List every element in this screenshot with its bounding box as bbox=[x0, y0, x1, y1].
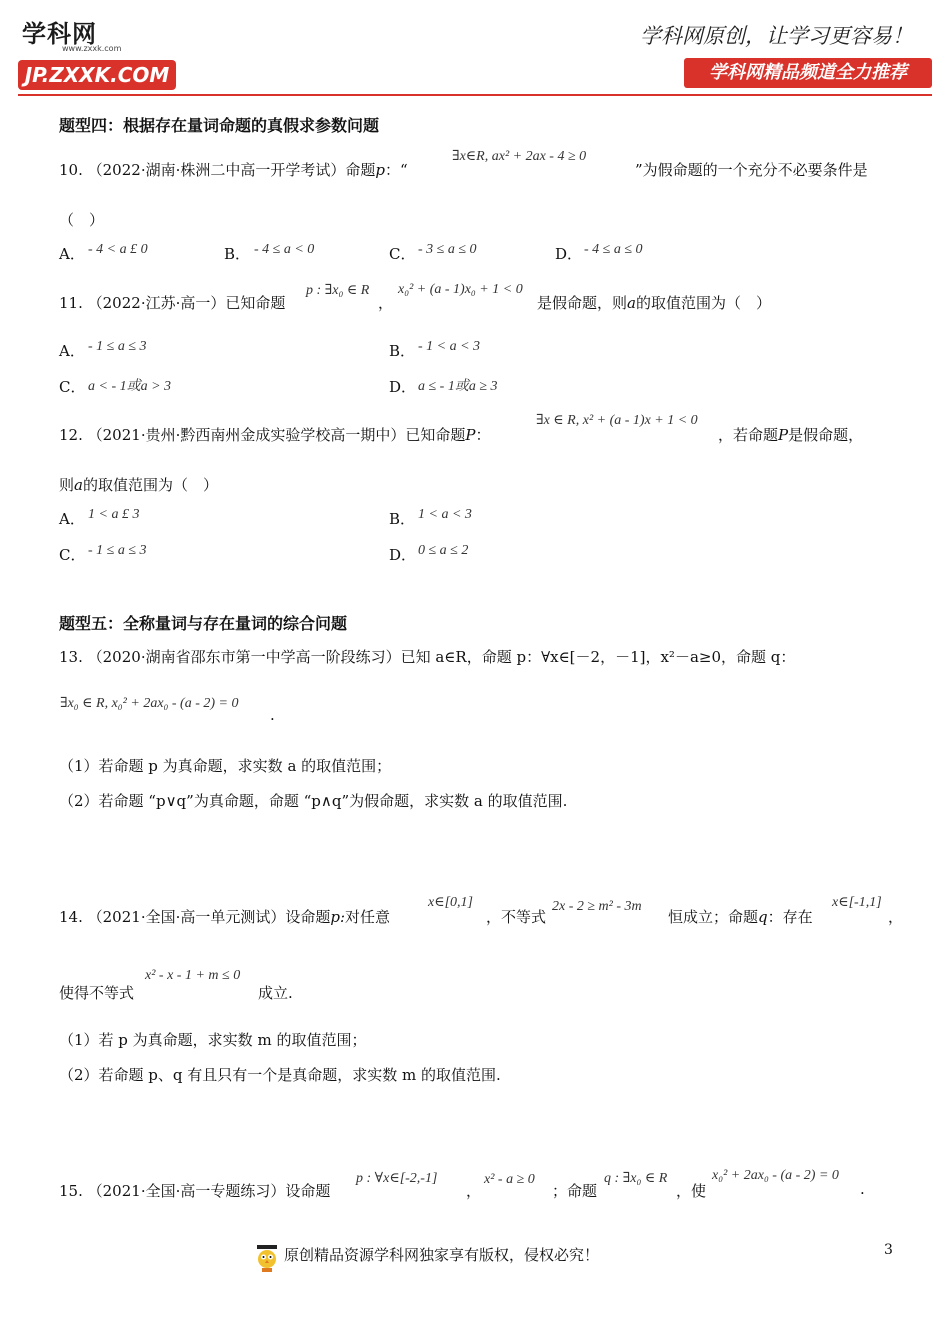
q14-t5: ， bbox=[888, 908, 904, 926]
q12-option-d: D． bbox=[389, 546, 417, 564]
q10-colon: ：“ bbox=[384, 161, 408, 179]
q13-part2: （2）若命题 “p∨q”为真命题，命题 “p∧q”为假命题，求实数 a 的取值范围. bbox=[59, 792, 568, 810]
promo-banner: 学科网精品频道全力推荐 bbox=[684, 58, 932, 88]
q14-part2: （2）若命题 p、q 有且只有一个是真命题，求实数 m 的取值范围. bbox=[59, 1066, 501, 1084]
q10-option-a: A． bbox=[59, 245, 85, 263]
q10-num: 10. bbox=[59, 161, 83, 179]
q10-line bbox=[59, 159, 408, 180]
q11-option-b: B． bbox=[389, 342, 416, 360]
q15-t2: ，使 bbox=[676, 1182, 707, 1200]
q11-option-c-math: a < - 1或a > 3 bbox=[88, 379, 172, 394]
q14-line: 14. （2021·全国·高一单元测试）设命题p:对任意 bbox=[59, 908, 391, 926]
q11-option-a-math: - 1 ≤ a ≤ 3 bbox=[88, 339, 147, 354]
q10-option-c: C． bbox=[389, 245, 416, 263]
q15-t1: ；命题 bbox=[552, 1182, 598, 1200]
q15-c1: ， bbox=[466, 1182, 482, 1200]
q10-p: p bbox=[375, 161, 385, 179]
q12-option-a: A． bbox=[59, 510, 85, 528]
q10-option-d-math: - 4 ≤ a ≤ 0 bbox=[584, 242, 643, 257]
q14-formula3: x∈[-1,1] bbox=[832, 895, 882, 910]
q10-option-b: B． bbox=[224, 245, 251, 263]
q14-line2a: 使得不等式 bbox=[59, 984, 135, 1002]
q11-tail: 是假命题，则a的取值范围为（ ） bbox=[537, 294, 771, 312]
q14-line2b: 成立. bbox=[258, 984, 293, 1002]
q11-option-c: C． bbox=[59, 378, 86, 396]
q12-formula: ∃x ∈ R, x² + (a - 1)x + 1 < 0 bbox=[536, 413, 698, 428]
q12-option-b: B． bbox=[389, 510, 416, 528]
q14-formula4: x² - x - 1 + m ≤ 0 bbox=[145, 968, 241, 983]
q12-tail: ，若命题P是假命题， bbox=[718, 426, 864, 444]
q14-formula1: x∈[0,1] bbox=[428, 895, 473, 910]
q12-option-a-math: 1 < a £ 3 bbox=[88, 507, 140, 522]
q14-t2: ，不等式 bbox=[486, 908, 547, 926]
q12-option-b-math: 1 < a < 3 bbox=[418, 507, 472, 522]
header-slogan: 学科网原创，让学习更容易！ bbox=[640, 24, 913, 48]
q12-line2: 则a的取值范围为（ ） bbox=[59, 476, 218, 494]
q11-option-d: D． bbox=[389, 378, 417, 396]
q11-formula2: x₀² + (a - 1)x₀ + 1 < 0 bbox=[398, 282, 523, 297]
q14-formula2: 2x - 2 ≥ m² - 3m bbox=[552, 899, 642, 914]
q12-line: 12. （2021·贵州·黔西南州金成实验学校高一期中）已知命题P： bbox=[59, 426, 491, 444]
q10-paren: （ ） bbox=[59, 211, 105, 229]
q13-line: 13. （2020·湖南省邵东市第一中学高一阶段练习）已知 a∈R，命题 p：∀x∈[－2，－1]，x²－a≥0，命题 q： bbox=[59, 648, 796, 666]
q15-line: 15. （2021·全国·高一专题练习）设命题 bbox=[59, 1182, 331, 1200]
q15-dot: . bbox=[860, 1180, 865, 1198]
q15-formula4: x₀² + 2ax₀ - (a - 2) = 0 bbox=[712, 1168, 839, 1183]
q13-formula: ∃x₀ ∈ R, x₀² + 2ax₀ - (a - 2) = 0 bbox=[60, 696, 239, 711]
logo-text: 学科网 bbox=[22, 20, 97, 48]
section5-title: 题型五：全称量词与存在量词的综合问题 bbox=[59, 614, 348, 633]
q10-source: （2022·湖南·株洲二中高一开学考试）命题 bbox=[87, 161, 376, 179]
owl-mascot-icon bbox=[254, 1244, 280, 1274]
q15-formula1: p : ∀x∈[-2,-1] bbox=[356, 1171, 438, 1186]
q14-t3: 恒成立；命题q：存在 bbox=[668, 908, 813, 926]
logo-domain-badge: JP.ZXXK.COM bbox=[18, 60, 176, 90]
section4-title: 题型四：根据存在量词命题的真假求参数问题 bbox=[59, 116, 380, 135]
q10-option-a-math: - 4 < a £ 0 bbox=[88, 242, 148, 257]
q10-option-b-math: - 4 ≤ a < 0 bbox=[254, 242, 315, 257]
footer-copyright: 原创精品资源学科网独家享有版权，侵权必究！ bbox=[284, 1246, 600, 1264]
q10-tail: ”为假命题的一个充分不必要条件是 bbox=[635, 161, 868, 179]
q11-formula1: p : ∃x₀ ∈ R bbox=[306, 283, 370, 298]
q12-option-d-math: 0 ≤ a ≤ 2 bbox=[418, 543, 469, 558]
q13-dot: . bbox=[270, 706, 275, 724]
page-number: 3 bbox=[884, 1242, 893, 1258]
q12-option-c-math: - 1 ≤ a ≤ 3 bbox=[88, 543, 147, 558]
q10-formula: ∃x∈R, ax² + 2ax - 4 ≥ 0 bbox=[452, 149, 587, 164]
logo-url: www.zxxk.com bbox=[62, 44, 122, 53]
q15-formula2: x² - a ≥ 0 bbox=[484, 1172, 535, 1187]
q15-formula3: q : ∃x₀ ∈ R bbox=[604, 1171, 668, 1186]
q11-option-d-math: a ≤ - 1或a ≥ 3 bbox=[418, 379, 498, 394]
q11-option-a: A． bbox=[59, 342, 85, 360]
q11-comma: ， bbox=[378, 294, 394, 312]
header-divider bbox=[18, 94, 932, 96]
q10-option-d: D． bbox=[555, 245, 583, 263]
q14-part1: （1）若 p 为真命题，求实数 m 的取值范围； bbox=[59, 1031, 367, 1049]
q11-option-b-math: - 1 < a < 3 bbox=[418, 339, 481, 354]
q10-option-c-math: - 3 ≤ a ≤ 0 bbox=[418, 242, 477, 257]
q11-line: 11. （2022·江苏·高一）已知命题 bbox=[59, 294, 286, 312]
q12-option-c: C． bbox=[59, 546, 86, 564]
q13-part1: （1）若命题 p 为真命题，求实数 a 的取值范围； bbox=[59, 757, 392, 775]
